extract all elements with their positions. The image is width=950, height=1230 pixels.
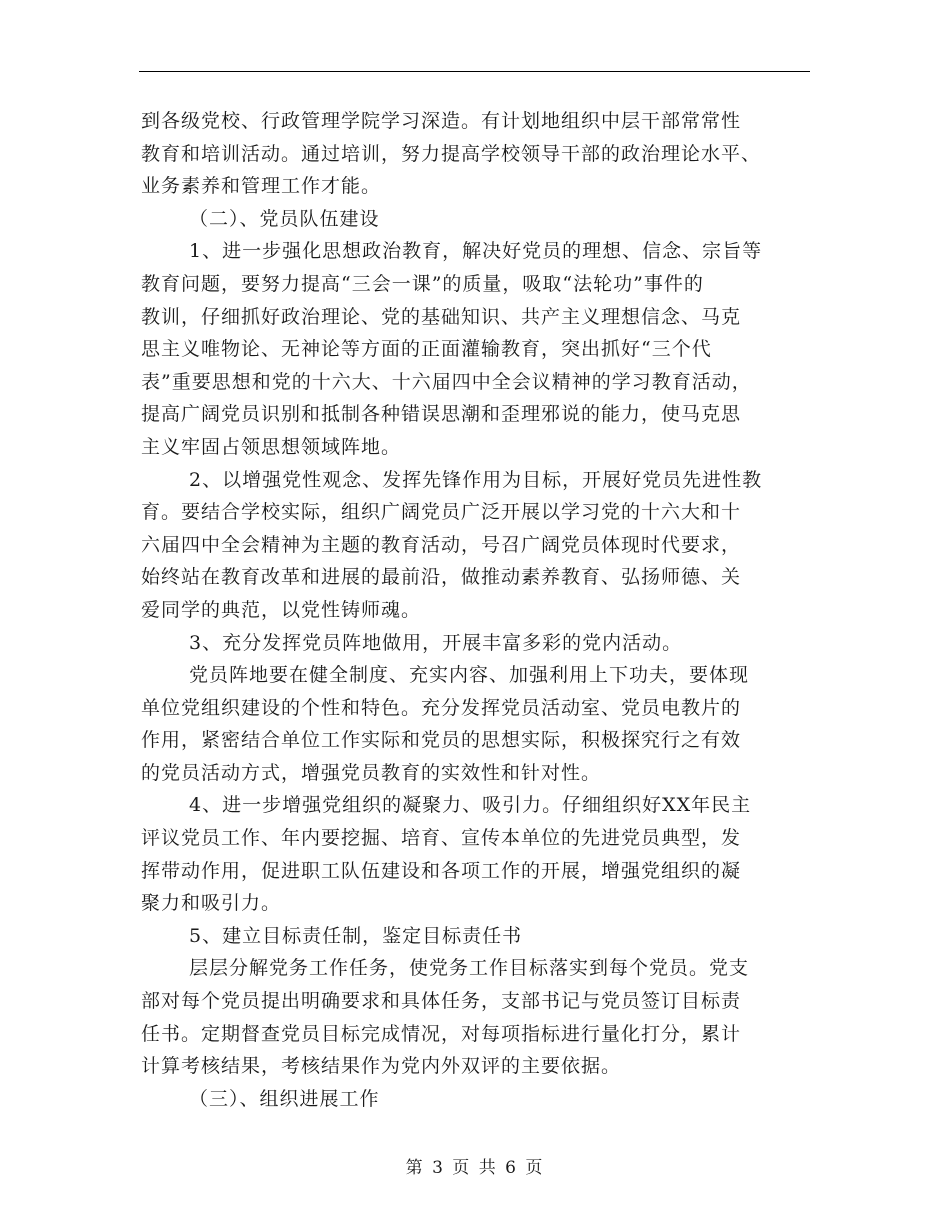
text-line: 主义牢固占领思想领域阵地。: [141, 435, 402, 458]
text-line: 教育和培训活动。通过培训，努力提高学校领导干部的政治理论水平、: [141, 142, 762, 165]
text-line: 部对每个党员提出明确要求和具体任务，支部书记与党员签订目标责: [141, 990, 742, 1013]
text-line: 3、充分发挥党员阵地做用，开展丰富多彩的党内活动。: [189, 631, 683, 654]
text-line: 单位党组织建设的个性和特色。充分发挥党员活动室、党员电教片的: [141, 696, 742, 719]
header-rule: [139, 71, 810, 72]
text-line: 到各级党校、行政管理学院学习深造。有计划地组织中层干部常常性: [141, 110, 742, 132]
text-line: 思主义唯物论、无神论等方面的正面灌输教育，突出抓好“三个代: [141, 338, 712, 361]
text-line: 计算考核结果，考核结果作为党内外双评的主要依据。: [141, 1055, 622, 1078]
text-line: 5、建立目标责任制，鉴定目标责任书: [189, 924, 523, 947]
text-line: 4、进一步增强党组织的凝聚力、吸引力。仔细组织好XX年民主: [189, 794, 752, 817]
text-line: 2、以增强党性观念、发挥先锋作用为目标，开展好党员先进性教: [189, 468, 763, 491]
text-line: 始终站在教育改革和进展的最前沿，做推动素养教育、弘扬师德、关: [141, 566, 742, 589]
text-line: 的党员活动方式，增强党员教育的实效性和针对性。: [141, 761, 602, 784]
text-line: 育。要结合学校实际，组织广阔党员广泛开展以学习党的十六大和十: [141, 501, 742, 524]
text-line: 聚力和吸引力。: [141, 892, 282, 915]
text-line: 教育问题，要努力提高“三会一课”的质量，吸取“法轮功”事件的: [141, 272, 704, 295]
page-number-footer: 第 3 页 共 6 页: [405, 1158, 545, 1178]
document-body: [141, 105, 810, 1115]
text-line: 六届四中全会精神为主题的教育活动，号召广阔党员体现时代要求，: [141, 533, 742, 556]
text-line: 1、进一步强化思想政治教育，解决好党员的理想、信念、宗旨等: [189, 240, 763, 263]
text-line: 爱同学的典范，以党性铸师魂。: [141, 598, 422, 621]
text-line: 表”重要思想和党的十六大、十六届四中全会议精神的学习教育活动，: [141, 370, 752, 393]
text-line: 业务素养和管理工作才能。: [141, 175, 382, 198]
text-line: 教训，仔细抓好政治理论、党的基础知识、共产主义理想信念、马克: [141, 305, 742, 328]
text-line: 提高广阔党员识别和抵制各种错误思潮和歪理邪说的能力，使马克思: [141, 403, 742, 426]
text-line: 任书。定期督查党员目标完成情况，对每项指标进行量化打分，累计: [141, 1022, 742, 1045]
text-line: 层层分解党务工作任务，使党务工作目标落实到每个党员。党支: [189, 957, 750, 980]
text-line: 挥带动作用，促进职工队伍建设和各项工作的开展，增强党组织的凝: [141, 859, 742, 882]
text-line: 党员阵地要在健全制度、充实内容、加强利用上下功夫，要体现: [189, 664, 750, 687]
text-line: （二）、党员队伍建设: [189, 207, 380, 230]
text-line: 评议党员工作、年内要挖掘、培育、宣传本单位的先进党员典型，发: [141, 827, 742, 850]
text-line: （三）、组织进展工作: [189, 1087, 380, 1110]
text-line: 作用，紧密结合单位工作实际和党员的思想实际，积极探究行之有效: [141, 729, 742, 752]
